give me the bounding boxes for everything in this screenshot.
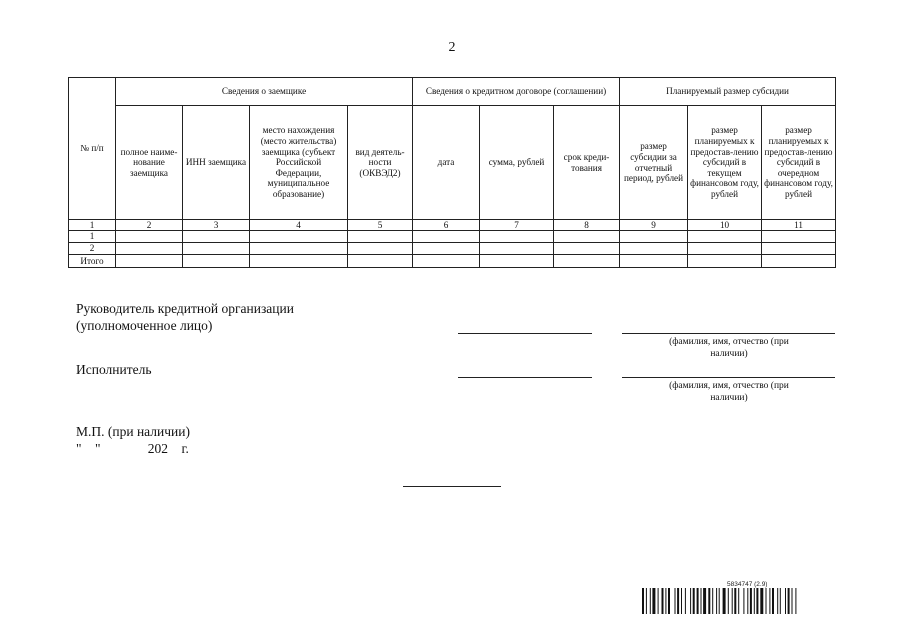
group-header-borrower: Сведения о заемщике (116, 78, 413, 106)
table-cell (250, 255, 348, 268)
table-cell (620, 231, 688, 243)
table-cell (762, 231, 836, 243)
table-cell (413, 243, 480, 255)
page-number: 2 (448, 40, 456, 55)
head-name-hint: (фамилия, имя, отчество (при наличии) (669, 337, 789, 359)
table-cell (688, 243, 762, 255)
table-cell (183, 243, 250, 255)
table-cell (183, 255, 250, 268)
column-header: размер планируемых к предостав-лению субсидий в текущем финансовом году, рублей (688, 106, 762, 220)
column-number: 2 (116, 220, 183, 231)
table-cell (348, 243, 413, 255)
column-header: размер планируемых к предостав-лению субсидий в очередном финансовом году, рублей (762, 106, 836, 220)
table-cell (688, 255, 762, 268)
column-number: 7 (480, 220, 554, 231)
column-header: срок креди-тования (554, 106, 620, 220)
row-label: 2 (69, 243, 116, 255)
column-number: 8 (554, 220, 620, 231)
table-cell (688, 231, 762, 243)
date-line: " " 202 г. (76, 441, 189, 456)
column-header: место нахождения (место жительства) заемщика (субъект Российской Федерации, муниципальное образование) (250, 106, 348, 220)
total-row (69, 255, 836, 268)
column-header: дата (413, 106, 480, 220)
executor-name-hint: (фамилия, имя, отчество (при наличии) (669, 381, 789, 403)
table-cell (480, 231, 554, 243)
subsidy-table (68, 77, 836, 268)
table-cell (116, 243, 183, 255)
table-cell (480, 255, 554, 268)
table-row (69, 243, 836, 255)
table-cell (554, 231, 620, 243)
column-number: 6 (413, 220, 480, 231)
table-cell (348, 255, 413, 268)
barcode-icon (642, 588, 858, 614)
table-cell (620, 243, 688, 255)
row-number-header: № п/п (69, 78, 116, 220)
column-number: 4 (250, 220, 348, 231)
head-signature-line (458, 333, 592, 334)
head-name-line (622, 333, 835, 334)
column-number-row (69, 220, 836, 231)
column-number: 11 (762, 220, 836, 231)
table-cell (116, 231, 183, 243)
row-label: 1 (69, 231, 116, 243)
table-cell (250, 231, 348, 243)
column-header: вид деятель-ности (ОКВЭД2) (348, 106, 413, 220)
total-label: Итого (69, 255, 116, 268)
table-row (69, 231, 836, 243)
column-number: 1 (69, 220, 116, 231)
stamp-label: М.П. (при наличии) (76, 424, 190, 439)
table-cell (480, 243, 554, 255)
column-number: 3 (183, 220, 250, 231)
column-number: 9 (620, 220, 688, 231)
table-cell (620, 255, 688, 268)
table-cell (250, 243, 348, 255)
end-divider (403, 486, 501, 487)
column-number: 5 (348, 220, 413, 231)
table-cell (762, 255, 836, 268)
table-cell (183, 231, 250, 243)
table-cell (762, 243, 836, 255)
barcode-code: 5834747 (2.9) (727, 581, 768, 588)
column-number: 10 (688, 220, 762, 231)
group-header-credit-agreement: Сведения о кредитном договоре (соглашении) (413, 78, 620, 106)
executor-label: Исполнитель (76, 362, 152, 377)
table-cell (413, 255, 480, 268)
head-signature-label: Руководитель кредитной организации (уполномоченное лицо) (76, 301, 294, 333)
column-header: размер субсидии за отчетный период, рублей (620, 106, 688, 220)
column-header: полное наиме-нование заемщика (116, 106, 183, 220)
column-header: ИНН заемщика (183, 106, 250, 220)
table-cell (348, 231, 413, 243)
executor-signature-line (458, 377, 592, 378)
table-cell (554, 255, 620, 268)
table-cell (413, 231, 480, 243)
table-cell (554, 243, 620, 255)
table-cell (116, 255, 183, 268)
executor-name-line (622, 377, 835, 378)
group-header-subsidy: Планируемый размер субсидии (620, 78, 836, 106)
column-header: сумма, рублей (480, 106, 554, 220)
